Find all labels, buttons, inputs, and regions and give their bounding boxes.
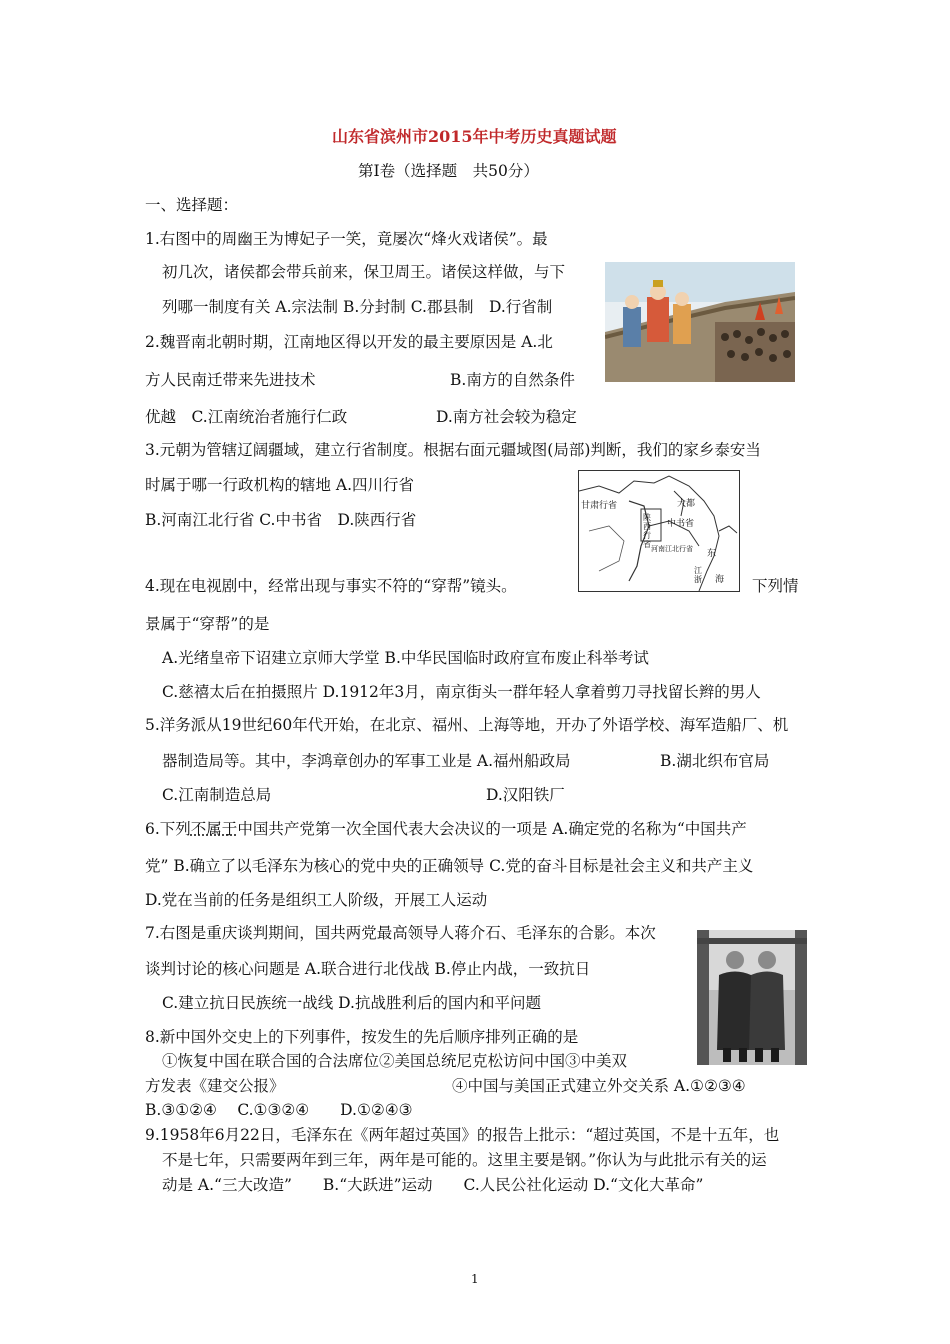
q8-line1: 8.新中国外交史上的下列事件，按发生的先后顺序排列正确的是 [145, 1028, 579, 1046]
q8-line4: B.③①②④ C.①③②④ D.①②④③ [145, 1101, 413, 1119]
q6-rest: 中国共产党第一次全国代表大会决议的一项是 A.确定党的名称为“中国共产 [237, 820, 747, 838]
chongqing-negotiation-photo [697, 930, 807, 1065]
q7-line3: C.建立抗日民族统一战线 D.抗战胜利后的国内和平问题 [162, 994, 541, 1012]
q3-line3: B.河南江北行省 C.中书省 D.陕西行省 [145, 511, 417, 529]
map-label-shaanxi: 陕西行省 [643, 513, 651, 549]
paper-subtitle: 第Ⅰ卷（选择题 共50分） [358, 162, 539, 180]
q7-line2: 谈判讨论的核心问题是 A.联合进行北伐战 B.停止内战，一致抗日 [145, 960, 591, 978]
map-label-hai: 海 [715, 575, 725, 585]
map-label-dadu: 大都 [677, 499, 696, 509]
q5-line3a: C.江南制造总局 [162, 786, 272, 804]
map-drawing [579, 471, 739, 591]
map-label-jiangzhe: 江浙 [694, 566, 702, 584]
q6-line1 [145, 818, 747, 840]
q8-line3a: 方发表《建交公报》 [145, 1077, 285, 1095]
beacon-fire-drawing [605, 262, 795, 382]
q2-line2a: 方人民南迁带来先进技术 [145, 371, 316, 389]
q1-line3: 列哪一制度有关 A.宗法制 B.分封制 C.郡县制 D.行省制 [162, 298, 553, 316]
page-number: 1 [471, 1272, 479, 1286]
photo-drawing [697, 930, 807, 1065]
q4-line4: C.慈禧太后在拍摄照片 D.1912年3月，南京街头一群年轻人拿着剪刀寻找留长辫的男人 [162, 683, 761, 701]
q8-line3b: ④中国与美国正式建立外交关系 A.①②③④ [452, 1077, 746, 1095]
q3-line1: 3.元朝为管辖辽阔疆域，建立行省制度。根据右面元疆域图(局部)判断，我们的家乡泰安当 [145, 441, 761, 459]
q5-line1: 5.洋务派从19世纪60年代开始，在北京、福州、上海等地，开办了外语学校、海军造船厂、机 [145, 716, 789, 734]
q6-line3: D.党在当前的任务是组织工人阶级，开展工人运动 [145, 891, 488, 909]
q5-line2b: B.湖北织布官局 [660, 752, 770, 770]
q6-emphasis: 不属于 [190, 820, 238, 838]
q2-line2b: B.南方的自然条件 [450, 371, 575, 389]
yuan-territory-map [578, 470, 740, 592]
q4-line1a: 4.现在电视剧中，经常出现与事实不符的“穿帮”镜头。 [145, 577, 517, 595]
q5-line3b: D.汉阳铁厂 [486, 786, 565, 804]
map-label-zhong: 中书省 [667, 519, 695, 529]
q5-line2a: 器制造局等。其中，李鸿章创办的军事工业是 A.福州船政局 [162, 752, 571, 770]
page-title: 山东省滨州市2015年中考历史真题试题 [332, 127, 617, 146]
q6-line2: 党” B.确立了以毛泽东为核心的党中央的正确领导 C.党的奋斗目标是社会主义和共产主义 [145, 857, 754, 875]
q7-line1: 7.右图是重庆谈判期间，国共两党最高领导人蒋介石、毛泽东的合影。本次 [145, 924, 656, 942]
q4-line3: A.光绪皇帝下诏建立京师大学堂 B.中华民国临时政府宣布废止科举考试 [162, 649, 649, 667]
q4-line2: 景属于“穿帮”的是 [145, 615, 270, 633]
map-label-henan: 河南江北行省 [651, 545, 693, 553]
q1-line1: 1.右图中的周幽王为博妃子一笑，竟屡次“烽火戏诸侯”。最 [145, 230, 548, 248]
q8-line2: ①恢复中国在联合国的合法席位②美国总统尼克松访问中国③中美双 [162, 1052, 628, 1070]
q6-prefix: 6.下列 [145, 820, 191, 838]
q2-line1: 2.魏晋南北朝时期，江南地区得以开发的最主要原因是 A.北 [145, 333, 553, 351]
q4-line1b: 下列情 [752, 577, 799, 595]
map-label-gansu: 甘肃行省 [581, 501, 618, 511]
q9-line2: 不是七年，只需要两年到三年，两年是可能的。这里主要是钢。”你认为与此批示有关的运 [162, 1151, 767, 1169]
q2-line3a: 优越 C.江南统治者施行仁政 [145, 408, 348, 426]
section-heading: 一、选择题： [145, 196, 239, 214]
q3-line2: 时属于哪一行政机构的辖地 A.四川行省 [145, 476, 415, 494]
map-label-dong: 东 [707, 549, 717, 559]
q2-line3b: D.南方社会较为稳定 [436, 408, 577, 426]
q1-line2: 初几次，诸侯都会带兵前来，保卫周王。诸侯这样做，与下 [162, 263, 566, 281]
q9-line3: 动是 A.“三大改造” B.“大跃进”运动 C.人民公社化运动 D.“文化大革命” [162, 1176, 704, 1194]
beacon-fire-illustration [605, 262, 795, 382]
q9-line1: 9.1958年6月22日，毛泽东在《两年超过英国》的报告上批示：“超过英国，不是十五年，也 [145, 1126, 780, 1144]
